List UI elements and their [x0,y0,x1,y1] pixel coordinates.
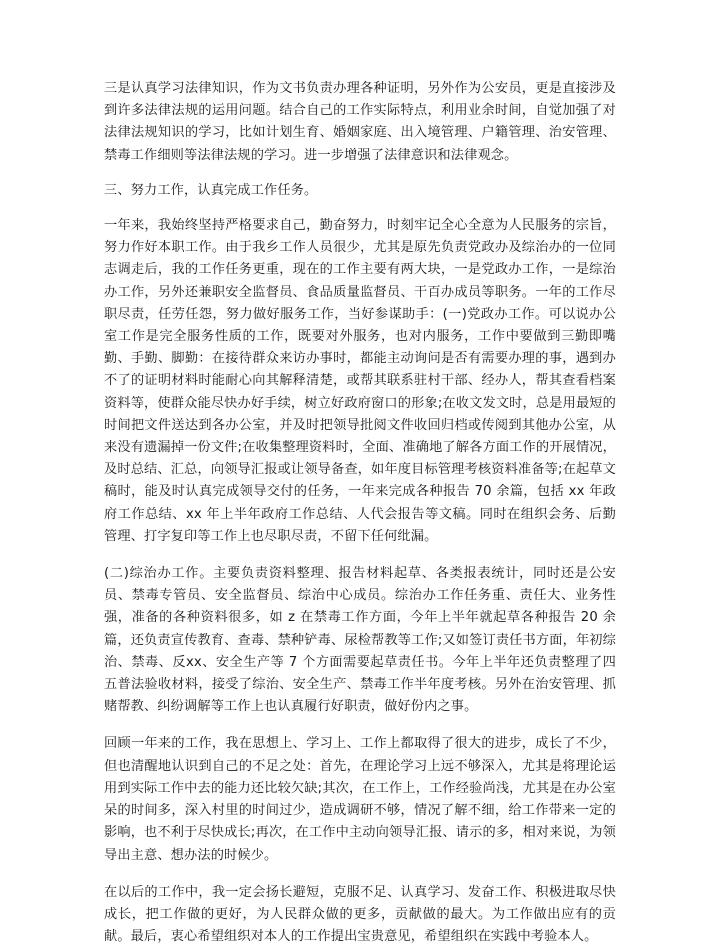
paragraph-future-commitment: 在以后的工作中，我一定会扬长避短，克服不足、认真学习、发奋工作、积极进取尽快成长，把工作做的更好，为人民群众做的更多，贡献做的最大。为工作做出应有的贡献。最后，衷心希望组织对本人的工作提出宝贵意见，希望组织在实践中考验本人。 [104,884,616,945]
paragraph-year-work-overview: 一年来，我始终坚持严格要求自己，勤奋努力，时刻牢记全心全意为人民服务的宗旨，努力作好本职工作。由于我乡工作人员很少，尤其是原先负责党政办及综治办的一位同志调走后，我的工作任务更重，现在的工作主要有两大块，一是党政办工作，一是综治办工作，另外还兼职安全监督员、食品质量监督员、干百办成员等职务。一年的工作尽职尽责，任劳任怨，努力做好服务工作，当好参谋助手：(一)党政办工作。可以说办公室工作是完全服务性质的工作，既要对外服务，也对内服务，工作中要做到三勤即嘴勤、手勤、脚勤：在接待群众来访办事时，都能主动询问是否有需要办理的事，遇到办不了的证明材料时能耐心向其解释清楚，或帮其联系驻村干部、经办人，帮其查看档案资料等，使群众能尽快办好手续，树立好政府窗口的形象;在收文发文时，总是用最短的时间把文件送达到各办公室，并及时把领导批阅文件收回归档或传阅到其他办公室，从来没有遗漏掉一份文件;在收集整理资料时，全面、准确地了解各方面工作的开展情况，及时总结、汇总，向领导汇报或让领导备查，如年度目标管理考核资料准备等;在起草文稿时，能及时认真完成领导交付的任务，一年来完成各种报告 70 余篇，包括 xx 年政府工作总结、xx 年上半年政府工作总结、人代会报告等文稿。同时在组织会务、后勤管理、打字复印等工作上也尽职尽责，不留下任何纰漏。 [104,218,616,544]
section-heading-work-tasks: 三、努力工作，认真完成工作任务。 [104,182,318,198]
paragraph-review-shortcomings: 回顾一年来的工作，我在思想上、学习上、工作上都取得了很大的进步，成长了不少，但也清醒地认识到自己的不足之处：首先，在理论学习上远不够深入，尤其是将理论运用到实际工作中去的能力还比较欠缺;其次，在工作上，工作经验尚浅，尤其是在办公室呆的时间多，深入村里的时间过少，造成调研不够，情况了解不细，给工作带来一定的影响，也不利于尽快成长;再次，在工作中主动向领导汇报、请示的多，相对来说，为领导出主意、想办法的时候少。 [104,736,616,863]
paragraph-comprehensive-office: (二)综治办工作。主要负责资料整理、报告材料起草、各类报表统计，同时还是公安员、禁毒专管员、安全监督员、综治中心成员。综治办工作任务重、责任大、业务性强，准备的各种资料很多，如 z 在禁毒工作方面，今年上半年就起草各种报告 20 余篇，还负责宣传教育、查毒、禁种铲毒、尿检帮教等工作;又如签订责任书方面，年初综治、禁毒、反xx、安全生产等 7 个方面需要起草责任书。今年上半年还负责整理了四五普法验收材料，接受了综治、安全生产、禁毒工作半年度考核。另外在治安管理、抓赌帮教、纠纷调解等工作上也认真履行好职责，做好份内之事。 [104,566,616,715]
paragraph-law-study: 三是认真学习法律知识，作为文书负责办理各种证明，另外作为公安员，更是直接涉及到许多法律法规的运用问题。结合自己的工作实际特点，利用业余时间，自觉加强了对法律法规知识的学习，比如计划生育、婚姻家庭、出入境管理、户籍管理、治安管理、禁毒工作细则等法律法规的学习。进一步增强了法律意识和法律观念。 [104,81,616,163]
